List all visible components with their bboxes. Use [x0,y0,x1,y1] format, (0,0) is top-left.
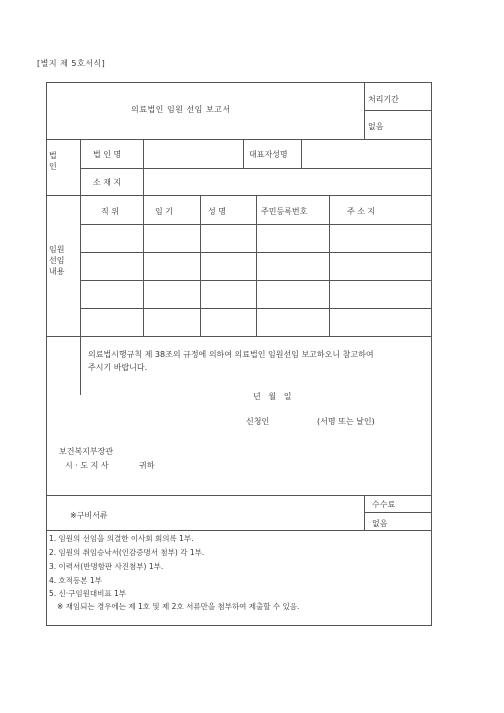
divider [46,336,431,337]
column-resident-number: 주민등록번호 [261,207,308,216]
column-term: 임 기 [155,207,173,216]
recipient-minister: 보건복지부장관 [59,447,114,456]
divider [364,110,431,111]
processing-period-value: 없음 [368,122,384,131]
divider [329,195,330,336]
border-top [46,82,431,83]
fee-label: 수수료 [372,500,396,509]
processing-period-label: 처리기간 [368,95,399,104]
recipient-governor: 시 · 도 지 사 [65,461,109,470]
divider [46,495,431,496]
report-form [46,82,431,625]
required-documents-label: ※구비서류 [70,511,108,520]
signature-note: (서명 또는 날인) [317,417,375,426]
fee-value: 없음 [372,519,388,528]
address-label: 소 재 지 [93,178,122,187]
representative-name-label: 대표자성명 [249,150,288,159]
column-position: 직 위 [101,207,119,216]
form-label: [별지 제 5호서식] [37,59,106,68]
divider [364,512,431,513]
corporation-section-label: 법 인 [49,151,57,171]
divider [200,195,201,336]
divider [256,195,257,336]
document-item: 3. 이력서(반명함판 사진첨부) 1부. [49,562,164,571]
divider [243,139,244,168]
divider [46,195,431,196]
divider [46,530,431,531]
report-date: 년 월 일 [253,392,292,401]
form-title: 의료법인 임원 선임 보고서 [131,105,231,114]
document-item: 4. 호적등본 1부 [49,576,102,585]
statement-line-1: 의료법시행규칙 제 38조의 규정에 의하여 의료법인 임원선임 보고하오니 참고하여 [88,350,374,359]
corporation-name-label: 법 인 명 [93,150,122,159]
divider [301,139,302,168]
recipient-suffix: 귀하 [139,461,155,470]
applicant-label: 신청인 [246,417,270,426]
document-item: 2. 임원의 취임승낙서(인감증명서 첨부) 각 1부. [49,548,205,557]
divider [143,195,144,336]
document-item: 5. 신·구임원대비표 1부 [49,589,127,598]
divider [46,139,431,140]
document-item: 1. 임원의 선임을 의결한 이사회 회의록 1부. [49,534,194,543]
divider [80,139,81,395]
document-note: ※ 재임되는 경우에는 제 1호 및 제 2호 서류만을 첨부하여 제출할 수 있음. [57,602,300,611]
statement-line-2: 주시기 바랍니다. [88,363,148,372]
border-right [431,82,432,625]
border-bottom [46,625,432,626]
divider [80,168,431,169]
column-address: 주 소 지 [347,207,376,216]
officer-section-label: 임원 선임 내용 [49,245,65,276]
border-left [46,82,47,625]
column-name: 성 명 [208,207,226,216]
divider [143,139,144,195]
